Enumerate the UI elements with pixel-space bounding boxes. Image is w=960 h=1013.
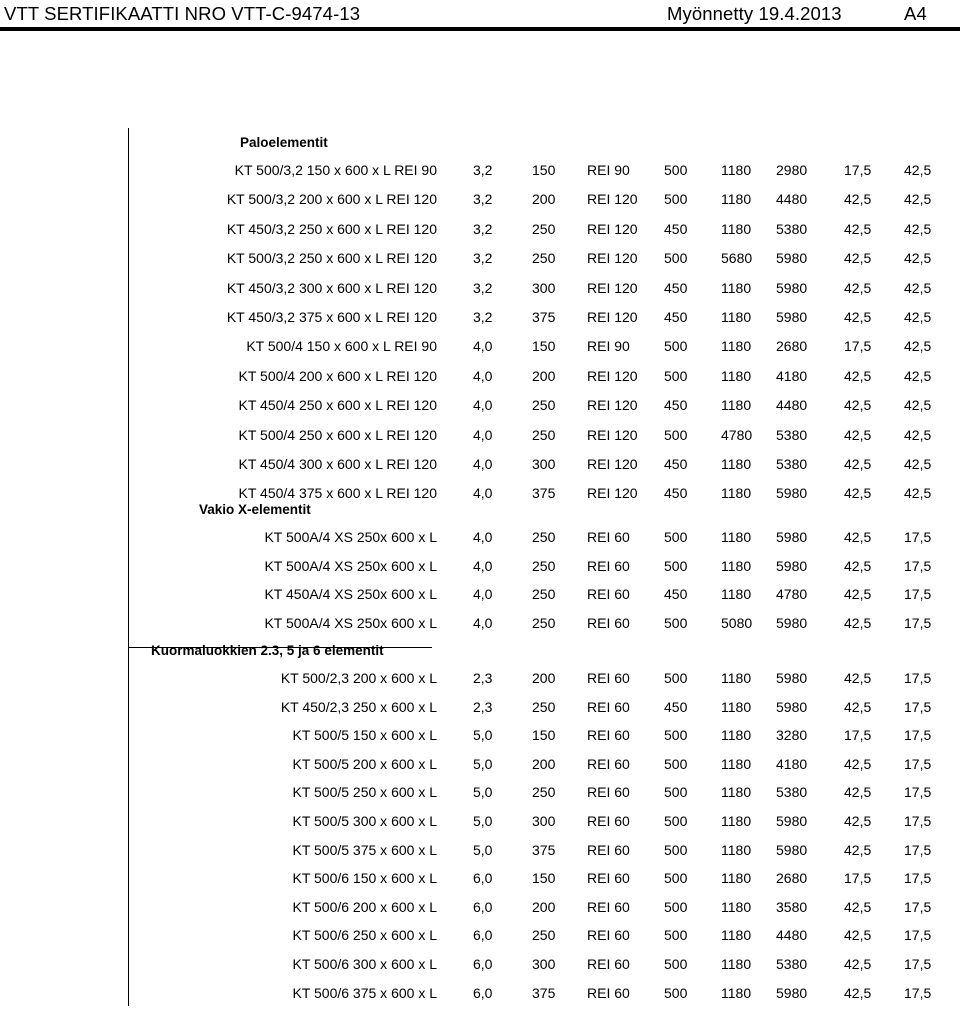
table-cell: 17,5 xyxy=(904,784,932,801)
table-cell: 1180 xyxy=(721,367,752,384)
table-cell: 42,5 xyxy=(844,784,872,801)
table-cell: 1180 xyxy=(721,841,752,858)
table-cell: 42,5 xyxy=(844,191,872,208)
table-cell: 2980 xyxy=(776,162,808,178)
table-cell: 5380 xyxy=(776,784,808,801)
table-cell: 250 xyxy=(532,529,556,545)
table-row xyxy=(0,280,960,308)
table-cell: 17,5 xyxy=(904,615,932,632)
table-cell: 42,5 xyxy=(844,898,872,915)
table-row xyxy=(0,842,960,870)
table-cell: 17,5 xyxy=(904,870,932,887)
table-cell: REI 120 xyxy=(587,220,638,237)
table-cell: 450 xyxy=(664,586,688,603)
table-cell: 42,5 xyxy=(904,426,932,443)
table-cell: 200 xyxy=(532,755,556,772)
table-cell: 42,5 xyxy=(844,841,872,858)
table-cell: 1180 xyxy=(721,529,752,545)
table-cell: 200 xyxy=(532,191,556,208)
table-cell: 500 xyxy=(664,784,688,801)
table-cell: 500 xyxy=(664,529,688,545)
table-cell: 4,0 xyxy=(473,338,493,355)
table-cell: REI 60 xyxy=(587,870,630,887)
table-cell: REI 120 xyxy=(587,485,638,502)
table-cell: 450 xyxy=(664,309,688,325)
table-cell: 250 xyxy=(532,784,556,801)
table-cell: 42,5 xyxy=(904,250,932,267)
table-cell: REI 60 xyxy=(587,727,630,744)
table-cell: 4780 xyxy=(721,426,753,443)
table-cell: 42,5 xyxy=(904,397,932,414)
table-cell: 42,5 xyxy=(844,557,872,574)
table-cell: 42,5 xyxy=(844,615,872,632)
table-cell: REI 60 xyxy=(587,698,630,715)
table-cell: 450 xyxy=(664,456,688,472)
table-cell: 500 xyxy=(664,162,688,178)
table-row xyxy=(0,586,960,614)
issue-date: Myönnetty 19.4.2013 xyxy=(667,3,842,24)
table-cell: 1180 xyxy=(721,984,752,1001)
page-format: A4 xyxy=(904,3,927,24)
table-cell: 1180 xyxy=(721,956,752,972)
table-row xyxy=(0,985,960,1013)
table-cell: 500 xyxy=(664,191,688,208)
table-row xyxy=(0,397,960,425)
table-cell: 2,3 xyxy=(473,670,493,686)
table-cell: 42,5 xyxy=(844,397,872,414)
certificate-title: VTT SERTIFIKAATTI NRO VTT-C-9474-13 xyxy=(4,3,361,24)
table-cell: 5,0 xyxy=(473,727,493,744)
table-cell: 1180 xyxy=(721,784,752,801)
table-cell: 3,2 xyxy=(473,309,493,325)
table-row xyxy=(0,558,960,586)
table-cell: 42,5 xyxy=(904,456,932,472)
table-cell: 5980 xyxy=(776,670,808,686)
table-cell: 17,5 xyxy=(904,956,932,972)
table-cell: 42,5 xyxy=(844,309,872,325)
table-cell: 4180 xyxy=(776,367,808,384)
table-cell: 500 xyxy=(664,615,688,632)
table-cell: 4,0 xyxy=(473,485,493,502)
table-row xyxy=(0,670,960,698)
table-cell: 500 xyxy=(664,984,688,1001)
table-cell: 5980 xyxy=(776,557,808,574)
table-cell: 42,5 xyxy=(844,698,872,715)
table-cell: KT 450/3,2 250 x 600 x L REI 120 xyxy=(226,220,437,237)
table-cell: 250 xyxy=(532,698,556,715)
table-cell: 1180 xyxy=(721,309,752,325)
table-cell: 200 xyxy=(532,367,556,384)
table-cell: 5680 xyxy=(721,250,753,267)
table-cell: KT 450A/4 XS 250x 600 x L xyxy=(264,586,437,603)
table-cell: 42,5 xyxy=(904,367,932,384)
table-cell: 6,0 xyxy=(473,870,493,887)
table-row xyxy=(0,927,960,955)
table-cell: KT 450/4 300 x 600 x L REI 120 xyxy=(238,456,437,472)
table-cell: 5980 xyxy=(776,615,808,632)
table-cell: 17,5 xyxy=(904,529,932,545)
table-cell: REI 90 xyxy=(587,338,630,355)
table-cell: 250 xyxy=(532,250,556,267)
table-cell: 17,5 xyxy=(904,841,932,858)
table-cell: 5980 xyxy=(776,841,808,858)
table-row xyxy=(0,756,960,784)
table-cell: 500 xyxy=(664,250,688,267)
table-cell: 3,2 xyxy=(473,250,493,267)
table-cell: KT 500A/4 XS 250x 600 x L xyxy=(264,615,437,632)
table-cell: 5980 xyxy=(776,309,808,325)
table-cell: 5980 xyxy=(776,813,808,829)
table-cell: 4,0 xyxy=(473,456,493,472)
table-cell: 42,5 xyxy=(844,220,872,237)
table-cell: 5380 xyxy=(776,456,808,472)
table-cell: 17,5 xyxy=(844,338,872,355)
table-cell: 450 xyxy=(664,397,688,414)
table-cell: KT 450/3,2 375 x 600 x L REI 120 xyxy=(226,309,437,325)
table-cell: 375 xyxy=(532,984,556,1001)
table-cell: REI 60 xyxy=(587,755,630,772)
table-cell: 4,0 xyxy=(473,557,493,574)
table-cell: 5980 xyxy=(776,984,808,1001)
table-cell: KT 500/6 375 x 600 x L xyxy=(292,984,437,1001)
table-cell: 4480 xyxy=(776,927,808,944)
table-cell: 250 xyxy=(532,615,556,632)
table-cell: KT 500/3,2 150 x 600 x L REI 90 xyxy=(234,162,437,178)
table-cell: 5380 xyxy=(776,956,808,972)
table-cell: REI 60 xyxy=(587,670,630,686)
table-cell: 4,0 xyxy=(473,586,493,603)
table-cell: 150 xyxy=(532,727,556,744)
table-cell: 17,5 xyxy=(844,727,872,744)
table-cell: KT 500A/4 XS 250x 600 x L xyxy=(264,557,437,574)
table-row xyxy=(0,456,960,484)
table-cell: 450 xyxy=(664,279,688,296)
table-cell: 3,2 xyxy=(473,279,493,296)
table-cell: 450 xyxy=(664,485,688,502)
table-cell: 500 xyxy=(664,870,688,887)
table-cell: 1180 xyxy=(721,670,752,686)
table-cell: 500 xyxy=(664,426,688,443)
table-row xyxy=(0,615,960,643)
table-cell: 6,0 xyxy=(473,984,493,1001)
table-cell: 500 xyxy=(664,367,688,384)
table-cell: 4780 xyxy=(776,586,808,603)
table-cell: 42,5 xyxy=(904,162,932,178)
section-title-vakio: Vakio X-elementit xyxy=(199,502,311,517)
table-cell: 1180 xyxy=(721,162,752,178)
table-cell: 42,5 xyxy=(844,367,872,384)
table-cell: 17,5 xyxy=(904,927,932,944)
table-cell: KT 450/3,2 300 x 600 x L REI 120 xyxy=(226,279,437,296)
table-cell: 2680 xyxy=(776,338,808,355)
table-cell: 4,0 xyxy=(473,529,493,545)
table-cell: REI 120 xyxy=(587,426,638,443)
table-cell: REI 120 xyxy=(587,191,638,208)
table-cell: 150 xyxy=(532,870,556,887)
table-row xyxy=(0,813,960,841)
table-cell: 5,0 xyxy=(473,813,493,829)
table-cell: 1180 xyxy=(721,456,752,472)
table-cell: 200 xyxy=(532,670,556,686)
table-cell: REI 60 xyxy=(587,784,630,801)
table-cell: 500 xyxy=(664,956,688,972)
table-cell: 250 xyxy=(532,557,556,574)
table-cell: 6,0 xyxy=(473,898,493,915)
table-cell: 4,0 xyxy=(473,426,493,443)
table-row xyxy=(0,250,960,278)
table-cell: KT 500/6 300 x 600 x L xyxy=(292,956,437,972)
table-cell: 450 xyxy=(664,220,688,237)
table-cell: 500 xyxy=(664,670,688,686)
table-cell: REI 90 xyxy=(587,162,630,178)
table-cell: REI 60 xyxy=(587,898,630,915)
table-cell: 6,0 xyxy=(473,927,493,944)
table-cell: 42,5 xyxy=(844,529,872,545)
table-cell: 450 xyxy=(664,698,688,715)
table-cell: 5,0 xyxy=(473,841,493,858)
table-row xyxy=(0,309,960,337)
table-cell: 5980 xyxy=(776,485,808,502)
table-row xyxy=(0,727,960,755)
table-cell: 1180 xyxy=(721,557,752,574)
table-cell: 3280 xyxy=(776,727,808,744)
table-cell: 250 xyxy=(532,927,556,944)
table-cell: 500 xyxy=(664,755,688,772)
table-cell: KT 500/6 150 x 600 x L xyxy=(292,870,437,887)
table-cell: 1180 xyxy=(721,813,752,829)
table-cell: 17,5 xyxy=(844,162,872,178)
table-cell: 1180 xyxy=(721,397,752,414)
table-cell: 42,5 xyxy=(904,338,932,355)
table-row xyxy=(0,427,960,455)
table-cell: 4,0 xyxy=(473,397,493,414)
table-cell: 250 xyxy=(532,397,556,414)
table-cell: 250 xyxy=(532,426,556,443)
table-cell: 2680 xyxy=(776,870,808,887)
table-cell: 42,5 xyxy=(844,956,872,972)
table-cell: REI 120 xyxy=(587,250,638,267)
table-cell: 5980 xyxy=(776,279,808,296)
table-cell: KT 500/4 250 x 600 x L REI 120 xyxy=(238,426,437,443)
table-cell: KT 500/5 150 x 600 x L xyxy=(292,727,437,744)
table-cell: 500 xyxy=(664,927,688,944)
table-cell: 42,5 xyxy=(844,755,872,772)
table-cell: 42,5 xyxy=(844,485,872,502)
table-row xyxy=(0,899,960,927)
table-cell: REI 60 xyxy=(587,984,630,1001)
table-cell: 1180 xyxy=(721,191,752,208)
table-cell: REI 120 xyxy=(587,309,638,325)
table-cell: 42,5 xyxy=(844,279,872,296)
table-cell: 4,0 xyxy=(473,367,493,384)
table-cell: 17,5 xyxy=(904,670,932,686)
table-cell: 250 xyxy=(532,586,556,603)
table-cell: 500 xyxy=(664,841,688,858)
table-cell: 42,5 xyxy=(844,670,872,686)
table-cell: 500 xyxy=(664,727,688,744)
table-cell: REI 60 xyxy=(587,956,630,972)
table-row xyxy=(0,338,960,366)
table-cell: 17,5 xyxy=(904,813,932,829)
table-cell: 1180 xyxy=(721,279,752,296)
table-cell: KT 500/3,2 250 x 600 x L REI 120 xyxy=(226,250,437,267)
table-cell: 375 xyxy=(532,309,556,325)
table-cell: KT 450/2,3 250 x 600 x L xyxy=(280,698,437,715)
table-cell: 4,0 xyxy=(473,615,493,632)
table-cell: KT 500/5 375 x 600 x L xyxy=(292,841,437,858)
table-cell: KT 500/5 250 x 600 x L xyxy=(292,784,437,801)
table-cell: 42,5 xyxy=(844,250,872,267)
table-cell: 300 xyxy=(532,279,556,296)
table-cell: 1180 xyxy=(721,927,752,944)
table-cell: 375 xyxy=(532,485,556,502)
table-row xyxy=(0,485,960,513)
table-cell: 42,5 xyxy=(844,984,872,1001)
table-cell: REI 60 xyxy=(587,586,630,603)
table-cell: REI 60 xyxy=(587,841,630,858)
table-cell: REI 60 xyxy=(587,529,630,545)
table-row xyxy=(0,368,960,396)
table-cell: 500 xyxy=(664,813,688,829)
table-cell: KT 500/2,3 200 x 600 x L xyxy=(280,670,437,686)
table-cell: 17,5 xyxy=(904,557,932,574)
table-cell: 4480 xyxy=(776,397,808,414)
table-cell: 200 xyxy=(532,898,556,915)
table-cell: 3580 xyxy=(776,898,808,915)
table-cell: KT 500A/4 XS 250x 600 x L xyxy=(264,529,437,545)
table-row xyxy=(0,191,960,219)
table-row xyxy=(0,870,960,898)
table-cell: 250 xyxy=(532,220,556,237)
table-cell: 17,5 xyxy=(844,870,872,887)
table-cell: 5980 xyxy=(776,529,808,545)
table-row xyxy=(0,162,960,190)
table-cell: 42,5 xyxy=(904,220,932,237)
table-cell: KT 500/6 200 x 600 x L xyxy=(292,898,437,915)
table-cell: 500 xyxy=(664,338,688,355)
table-cell: 17,5 xyxy=(904,698,932,715)
table-cell: 500 xyxy=(664,557,688,574)
table-cell: 3,2 xyxy=(473,191,493,208)
table-row xyxy=(0,699,960,727)
table-cell: 3,2 xyxy=(473,162,493,178)
table-cell: 150 xyxy=(532,162,556,178)
table-cell: 1180 xyxy=(721,870,752,887)
table-cell: KT 450/4 250 x 600 x L REI 120 xyxy=(238,397,437,414)
table-cell: 5080 xyxy=(721,615,753,632)
table-cell: REI 120 xyxy=(587,367,638,384)
table-cell: KT 500/6 250 x 600 x L xyxy=(292,927,437,944)
table-cell: 300 xyxy=(532,456,556,472)
table-row xyxy=(0,784,960,812)
table-cell: KT 500/4 150 x 600 x L REI 90 xyxy=(246,338,437,355)
table-cell: 1180 xyxy=(721,898,752,915)
table-cell: REI 120 xyxy=(587,397,638,414)
table-cell: 42,5 xyxy=(844,927,872,944)
table-cell: KT 500/5 300 x 600 x L xyxy=(292,813,437,829)
table-cell: 2,3 xyxy=(473,698,493,715)
table-row xyxy=(0,221,960,249)
table-cell: REI 60 xyxy=(587,615,630,632)
table-cell: 17,5 xyxy=(904,586,932,603)
table-cell: 5,0 xyxy=(473,755,493,772)
table-cell: 4180 xyxy=(776,755,808,772)
table-row xyxy=(0,529,960,557)
table-cell: 5980 xyxy=(776,698,808,715)
table-cell: 300 xyxy=(532,956,556,972)
table-cell: 42,5 xyxy=(904,309,932,325)
table-cell: 1180 xyxy=(721,220,752,237)
table-cell: REI 120 xyxy=(587,456,638,472)
table-cell: 150 xyxy=(532,338,556,355)
section-title-kuormaluokkien: Kuormaluokkien 2.3, 5 ja 6 elementit xyxy=(151,643,384,658)
table-cell: 500 xyxy=(664,898,688,915)
table-cell: 5980 xyxy=(776,250,808,267)
table-cell: 5,0 xyxy=(473,784,493,801)
table-cell: 17,5 xyxy=(904,755,932,772)
table-cell: 42,5 xyxy=(844,813,872,829)
table-cell: 17,5 xyxy=(904,898,932,915)
table-cell: REI 60 xyxy=(587,927,630,944)
table-cell: 42,5 xyxy=(904,191,932,208)
table-cell: 3,2 xyxy=(473,220,493,237)
table-cell: 1180 xyxy=(721,755,752,772)
table-cell: 42,5 xyxy=(904,279,932,296)
table-cell: 4480 xyxy=(776,191,808,208)
table-cell: REI 60 xyxy=(587,557,630,574)
table-cell: 1180 xyxy=(721,727,752,744)
table-row xyxy=(0,956,960,984)
table-cell: 42,5 xyxy=(844,426,872,443)
table-cell: 5380 xyxy=(776,220,808,237)
table-cell: 42,5 xyxy=(844,456,872,472)
table-cell: 1180 xyxy=(721,485,752,502)
section-title-paloelementit: Paloelementit xyxy=(240,135,328,150)
table-cell: 375 xyxy=(532,841,556,858)
table-cell: 17,5 xyxy=(904,984,932,1001)
table-cell: 6,0 xyxy=(473,956,493,972)
table-cell: 1180 xyxy=(721,338,752,355)
table-cell: 5380 xyxy=(776,426,808,443)
table-cell: KT 500/4 200 x 600 x L REI 120 xyxy=(238,367,437,384)
table-cell: 300 xyxy=(532,813,556,829)
table-cell: KT 450/4 375 x 600 x L REI 120 xyxy=(238,485,437,502)
table-cell: REI 120 xyxy=(587,279,638,296)
table-cell: KT 500/5 200 x 600 x L xyxy=(292,755,437,772)
table-cell: 42,5 xyxy=(844,586,872,603)
table-cell: REI 60 xyxy=(587,813,630,829)
table-cell: KT 500/3,2 200 x 600 x L REI 120 xyxy=(226,191,437,208)
table-cell: 1180 xyxy=(721,586,752,603)
table-cell: 17,5 xyxy=(904,727,932,744)
table-cell: 1180 xyxy=(721,698,752,715)
table-cell: 42,5 xyxy=(904,485,932,502)
